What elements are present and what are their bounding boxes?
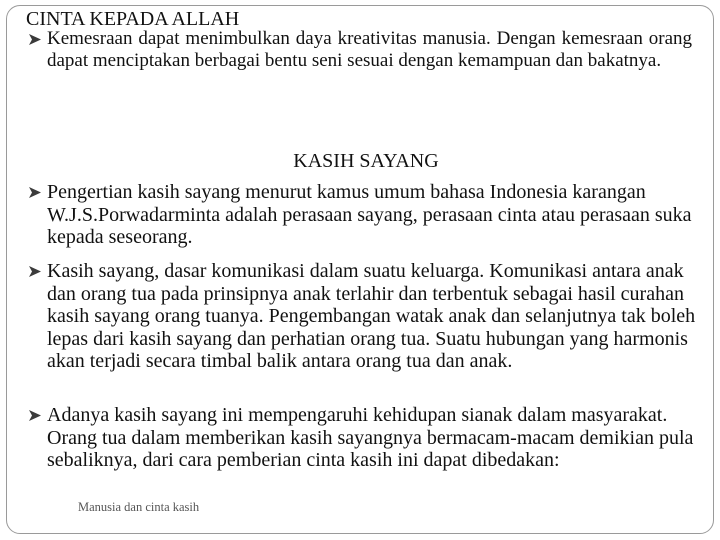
bullet-text: Pengertian kasih sayang menurut kamus umum bahasa Indonesia karangan W.J.S.Porwadarminta adalah perasaan sayang, perasaan cinta atau perasaan suka kepada seseorang. bbox=[47, 181, 692, 248]
bullet-text: Kemesraan dapat menimbulkan daya kreativitas manusia. Dengan kemesraan orang dapat menciptakan berbagai bentu seni sesuai dengan kemampuan dan bakatnya. bbox=[47, 28, 692, 71]
bullet-item-pengertian bbox=[47, 181, 707, 249]
bullet-arrow-icon bbox=[28, 33, 42, 46]
heading-cinta-kepada-allah: CINTA KEPADA ALLAH bbox=[26, 8, 240, 30]
heading-kasih-sayang: KASIH SAYANG bbox=[293, 150, 439, 172]
bullet-item-masyarakat bbox=[47, 404, 707, 472]
slide-footer: Manusia dan cinta kasih bbox=[78, 500, 200, 514]
bullet-text: Kasih sayang, dasar komunikasi dalam suatu keluarga. Komunikasi antara anak dan orang tua pada prinsipnya anak terlahir dan terbentuk sebagai hasil curahan kasih sayang orang tuanya. Pengembangan watak anak dan selanjutnya tak boleh lepas dari kasih sayang dan perhatian orang tua. Suatu hubungan yang harmonis akan terjadi secara timbal balik antara orang tua dan anak. bbox=[47, 260, 696, 372]
bullet-item-komunikasi bbox=[47, 260, 707, 373]
bullet-arrow-icon bbox=[28, 409, 42, 422]
bullet-arrow-icon bbox=[28, 186, 42, 199]
bullet-item-kemesraan bbox=[47, 28, 692, 72]
bullet-text: Adanya kasih sayang ini mempengaruhi kehidupan sianak dalam masyarakat. Orang tua dalam memberikan kasih sayangnya bermacam-macam demikian pula sebaliknya, dari cara pemberian cinta kasih ini dapat dibedakan: bbox=[47, 404, 694, 471]
bullet-arrow-icon bbox=[28, 265, 42, 278]
